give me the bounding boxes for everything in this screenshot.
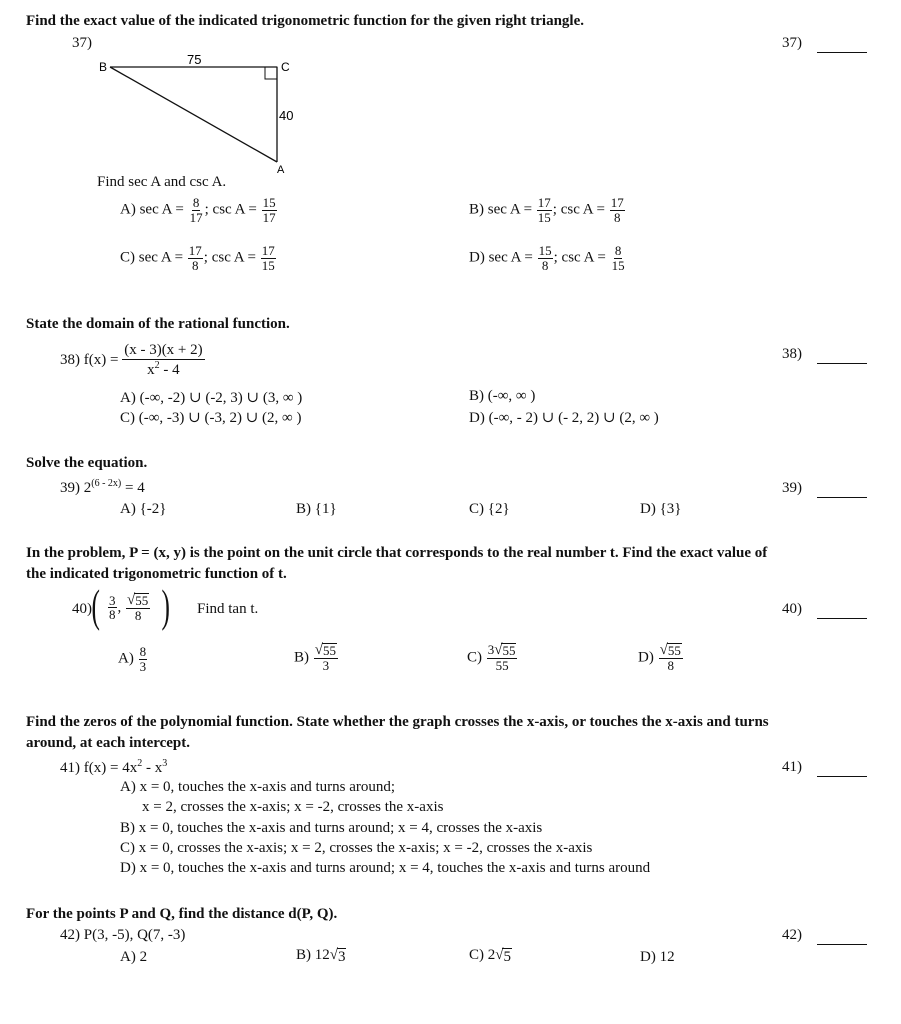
choice-38-a[interactable]: A) (-∞, -2) ∪ (-2, 3) ∪ (3, ∞ ) [120, 390, 303, 406]
triangle-side-ba [110, 67, 277, 162]
choice-40-d[interactable]: D) √ 55 8 [638, 642, 681, 674]
right-paren: ) [161, 580, 170, 631]
choice-40-b[interactable]: B) √ 55 3 [294, 642, 336, 674]
choice-37-b[interactable]: B) sec A = $\frac{17}{15}$ ; csc A = $\frac{17}{8}$ [469, 195, 624, 225]
vertex-label-b: B [99, 60, 108, 74]
choice-37-c[interactable]: C) sec A = $\frac{17}{8}$ ; csc A = $\frac{17}{15}$ [120, 243, 275, 273]
section-heading-domain: State the domain of the rational function. [26, 316, 290, 332]
choice-39-b[interactable]: B) {1} [296, 501, 337, 517]
section-heading-distance: For the points P and Q, find the distance d(P, Q). [26, 906, 338, 922]
question-number-37: 37) [72, 35, 92, 51]
choice-41-a-continued: x = 2, crosses the x-axis; x = -2, crosses the x-axis [142, 799, 444, 815]
point-p-coordinates: $\frac{3}{8}$ , √ 55 8 [109, 592, 149, 624]
right-triangle-figure [95, 52, 305, 177]
choice-42-b[interactable]: B) 12 √ 3 [296, 947, 346, 965]
choice-42-a[interactable]: A) 2 [120, 949, 148, 965]
question-stem-39: 39) $2^{(6 - 2x)} = 4$ [60, 478, 145, 496]
choice-41-b[interactable]: B) x = 0, touches the x-axis and turns around; x = 4, crosses the x-axis [120, 820, 543, 836]
answer-blank-38[interactable] [817, 363, 867, 364]
question-prompt-40: Find tan t. [197, 601, 259, 617]
question-prompt-37: Find sec A and csc A. [97, 174, 227, 190]
vertex-label-c: C [281, 60, 290, 74]
choice-41-c[interactable]: C) x = 0, crosses the x-axis; x = 2, crosses the x-axis; x = -2, crosses the x-axis [120, 840, 593, 856]
question-stem-42: 42) P(3, -5), Q(7, -3) [60, 927, 186, 943]
question-stem-41: 41) $f(x) = 4x^2 - x^3$ [60, 758, 168, 776]
side-label-bc: 75 [187, 52, 202, 67]
choice-38-d[interactable]: D) (-∞, - 2) ∪ (- 2, 2) ∪ (2, ∞ ) [469, 410, 659, 426]
section-heading-triangle: Find the exact value of the indicated trigonometric function for the given right triangle. [26, 13, 584, 29]
answer-label-42: 42) [782, 927, 802, 943]
section-heading-equation: Solve the equation. [26, 455, 148, 471]
answer-blank-42[interactable] [817, 944, 867, 945]
section-heading-zeros-1: Find the zeros of the polynomial function. State whether the graph crosses the x-axis, or touches the x-axis and turns [26, 714, 769, 730]
answer-blank-41[interactable] [817, 776, 867, 777]
choice-37-a[interactable]: A) sec A = $\frac{8}{17}$ ; csc A = $\frac{15}{17}$ [120, 195, 276, 225]
choice-40-a[interactable]: A) $\frac{8}{3}$ [118, 644, 147, 674]
question-stem-38: 38) f(x) = $\frac{(x - 3)(x + 2)}{x^2 - 4}$ [60, 342, 203, 379]
answer-blank-37[interactable] [817, 52, 867, 53]
choice-42-c[interactable]: C) 2 √ 5 [469, 947, 511, 965]
answer-label-39: 39) [782, 480, 802, 496]
answer-blank-40[interactable] [817, 618, 867, 619]
choice-41-d[interactable]: D) x = 0, touches the x-axis and turns around; x = 4, touches the x-axis and turns around [120, 860, 651, 876]
section-heading-unit-circle-1: In the problem, P = (x, y) is the point on the unit circle that corresponds to the real number t. Find the exact value of [26, 545, 768, 561]
side-label-ca: 40 [279, 108, 294, 123]
section-heading-zeros-2: around, at each intercept. [26, 735, 191, 751]
choice-39-c[interactable]: C) {2} [469, 501, 510, 517]
question-number-40: 40) [72, 601, 92, 617]
answer-blank-39[interactable] [817, 497, 867, 498]
left-paren: ( [91, 580, 100, 631]
answer-label-40: 40) [782, 601, 802, 617]
choice-38-c[interactable]: C) (-∞, -3) ∪ (-3, 2) ∪ (2, ∞ ) [120, 410, 302, 426]
right-angle-marker [265, 67, 277, 79]
section-heading-unit-circle-2: the indicated trigonometric function of t. [26, 566, 287, 582]
vertex-label-a: A [277, 164, 285, 176]
choice-37-d[interactable]: D) sec A = $\frac{15}{8}$ ; csc A = $\frac{8}{15}$ [469, 243, 625, 273]
choice-42-d[interactable]: D) 12 [640, 949, 675, 965]
answer-label-41: 41) [782, 759, 802, 775]
choice-39-a[interactable]: A) {-2} [120, 501, 167, 517]
choice-41-a[interactable]: A) x = 0, touches the x-axis and turns around; [120, 779, 396, 795]
choice-38-b[interactable]: B) (-∞, ∞ ) [469, 388, 536, 404]
answer-label-38: 38) [782, 346, 802, 362]
choice-40-c[interactable]: C) 3 √ 55 55 [467, 642, 516, 674]
choice-39-d[interactable]: D) {3} [640, 501, 682, 517]
answer-label-37: 37) [782, 35, 802, 51]
